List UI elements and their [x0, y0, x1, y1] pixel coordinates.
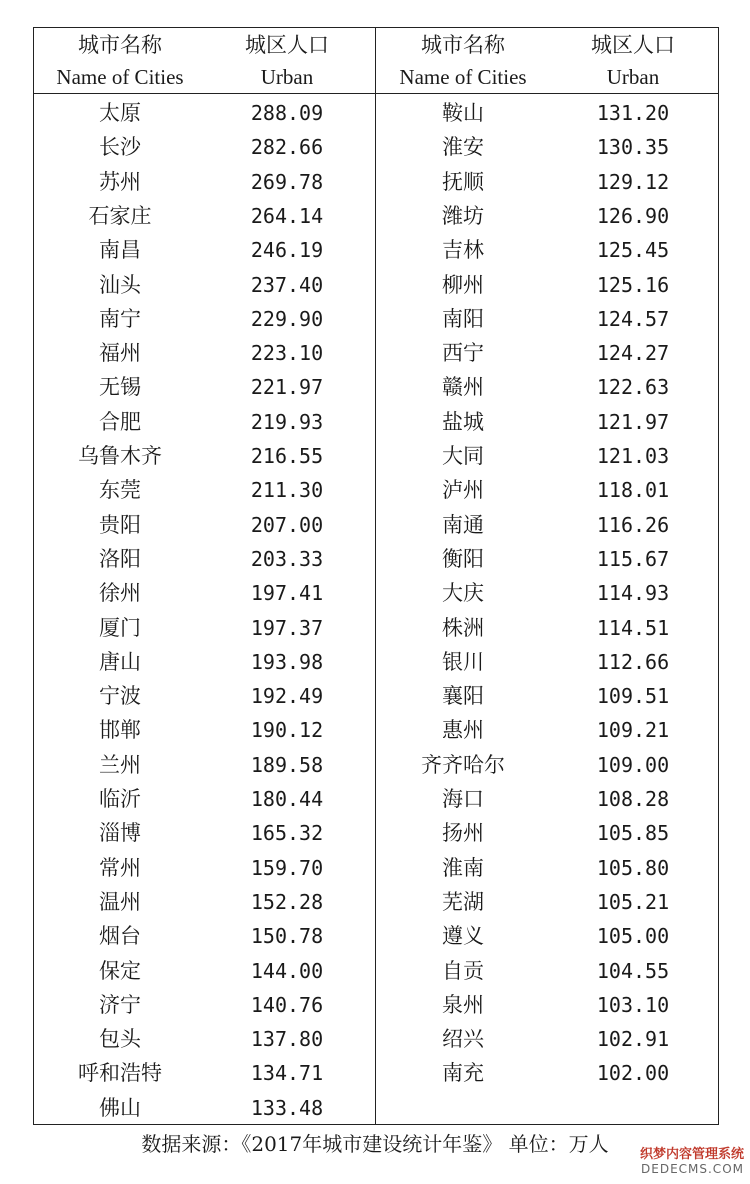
- right-city-cell: 海口: [442, 787, 484, 811]
- right-city-cell: 南通: [442, 512, 484, 537]
- right-pop-cell: 118.01: [596, 478, 670, 503]
- right-city-cell: 泸州: [442, 478, 484, 503]
- watermark-line2: DEDECMS.COM: [641, 1162, 744, 1176]
- left-city-cell: 烟台: [99, 924, 141, 949]
- right-pop-cell: 131.20: [596, 101, 670, 125]
- left-pop-cell: 237.40: [250, 272, 324, 297]
- left-city-cell: 合肥: [99, 409, 141, 434]
- left-city-cell: 临沂: [99, 787, 141, 811]
- header-divider: [33, 93, 719, 94]
- left-pop-cell: 133.48: [250, 1095, 324, 1120]
- right-pop-cell: 115.67: [596, 546, 670, 571]
- left-pop-cell: 189.58: [250, 752, 324, 777]
- left-pop-cell: 192.49: [250, 684, 324, 709]
- left-pop-cell: 159.70: [250, 855, 324, 880]
- left-city-cell: 厦门: [99, 615, 141, 640]
- right-city-cell: 芜湖: [442, 889, 484, 914]
- left-city-cell: 兰州: [99, 752, 141, 777]
- left-pop-cell: 207.00: [250, 512, 324, 537]
- left-pop-cell: 264.14: [250, 203, 324, 228]
- right-pop-cell: 104.55: [596, 958, 670, 983]
- left-pop-header-en: Urban: [260, 65, 314, 89]
- right-pop-cell: 114.51: [596, 615, 670, 640]
- right-city-cell: 银川: [442, 649, 484, 674]
- left-city-cell: 徐州: [99, 581, 141, 606]
- left-city-cell: 乌鲁木齐: [78, 444, 162, 468]
- left-city-cell: 南宁: [99, 306, 141, 331]
- right-city-cell: 柳州: [442, 272, 484, 297]
- right-pop-cell: 109.21: [596, 718, 670, 743]
- left-pop-cell: 219.93: [250, 409, 324, 434]
- left-city-cell: 宁波: [99, 684, 141, 709]
- right-pop-cell: 116.26: [596, 512, 670, 537]
- left-pop-cell: 229.90: [250, 306, 324, 331]
- left-pop-cell: 203.33: [250, 546, 324, 571]
- right-city-cell: 淮南: [442, 855, 484, 880]
- right-city-cell: 株洲: [442, 615, 484, 640]
- right-pop-cell: 125.16: [596, 272, 670, 297]
- right-city-cell: 盐城: [442, 409, 484, 434]
- right-pop-cell: 105.80: [596, 855, 670, 880]
- left-pop-cell: 150.78: [250, 924, 324, 949]
- right-pop-cell: 129.12: [596, 169, 670, 194]
- left-city-cell: 佛山: [99, 1095, 141, 1120]
- left-pop-cell: 269.78: [250, 169, 324, 194]
- right-city-cell: 大同: [442, 444, 484, 468]
- left-pop-cell: 137.80: [250, 1027, 324, 1052]
- watermark-line1: 织梦内容管理系统: [639, 1147, 744, 1162]
- left-pop-cell: 165.32: [250, 821, 324, 846]
- left-city-header-en: Name of Cities: [56, 65, 184, 89]
- left-city-cell: 包头: [99, 1027, 141, 1052]
- left-city-cell: 汕头: [99, 272, 141, 297]
- left-city-cell: 济宁: [99, 992, 141, 1017]
- left-city-cell: 保定: [99, 958, 141, 983]
- left-pop-cell: 246.19: [250, 238, 324, 263]
- right-pop-cell: 109.51: [596, 684, 670, 709]
- left-city-cell: 洛阳: [99, 546, 141, 571]
- left-pop-cell: 193.98: [250, 649, 324, 674]
- left-pop-header-cn: 城区人口: [245, 33, 329, 57]
- right-city-header-en: Name of Cities: [399, 65, 527, 89]
- left-pop-cell: 180.44: [250, 787, 324, 811]
- right-city-cell: 西宁: [442, 341, 484, 366]
- right-pop-cell: 103.10: [596, 992, 670, 1017]
- right-city-cell: 扬州: [442, 821, 484, 846]
- right-pop-cell: 102.91: [596, 1027, 670, 1052]
- left-pop-cell: 197.37: [250, 615, 324, 640]
- right-pop-cell: 105.85: [596, 821, 670, 846]
- left-city-cell: 呼和浩特: [78, 1061, 162, 1086]
- left-city-cell: 邯郸: [99, 718, 141, 743]
- left-pop-cell: 211.30: [250, 478, 324, 503]
- left-pop-cell: 197.41: [250, 581, 324, 606]
- right-city-cell: 鞍山: [442, 101, 484, 125]
- column-divider: [375, 27, 376, 1125]
- right-pop-cell: 121.97: [596, 409, 670, 434]
- right-pop-cell: 114.93: [596, 581, 670, 606]
- right-pop-header-en: Urban: [606, 65, 660, 89]
- left-city-cell: 苏州: [99, 169, 141, 194]
- right-city-header: [378, 29, 548, 93]
- left-pop-cell: 288.09: [250, 101, 324, 125]
- left-pop-cell: 221.97: [250, 375, 324, 400]
- left-city-cell: 南昌: [99, 238, 141, 263]
- watermark: [640, 1143, 744, 1176]
- right-city-cell: 齐齐哈尔: [421, 752, 505, 777]
- left-city-cell: 贵阳: [99, 512, 141, 537]
- left-city-cell: 福州: [99, 341, 141, 366]
- right-city-cell: 南阳: [442, 306, 484, 331]
- right-pop-cell: 108.28: [596, 787, 670, 811]
- right-city-cell: 绍兴: [442, 1027, 484, 1052]
- right-city-cell: 衡阳: [442, 546, 484, 571]
- left-pop-cell: 144.00: [250, 958, 324, 983]
- right-city-cell: 南充: [442, 1061, 484, 1086]
- right-pop-cell: 105.00: [596, 924, 670, 949]
- right-pop-cell: 124.57: [596, 306, 670, 331]
- right-city-cell: 赣州: [442, 375, 484, 400]
- left-pop-cell: 216.55: [250, 444, 324, 468]
- left-pop-cell: 152.28: [250, 889, 324, 914]
- left-pop-cell: 134.71: [250, 1061, 324, 1086]
- right-city-cell: 泉州: [442, 992, 484, 1017]
- left-city-cell: 淄博: [99, 821, 141, 846]
- left-city-header-cn: 城市名称: [78, 33, 162, 57]
- right-city-cell: 大庆: [442, 581, 484, 606]
- right-pop-cell: 124.27: [596, 341, 670, 366]
- right-pop-header: [550, 29, 716, 93]
- source-footnote: 数据来源：《2017年城市建设统计年鉴》 单位：万人: [141, 1132, 609, 1156]
- left-city-cell: 温州: [99, 889, 141, 914]
- left-city-cell: 东莞: [99, 478, 141, 503]
- left-city-cell: 常州: [99, 855, 141, 880]
- right-pop-header-cn: 城区人口: [591, 33, 675, 57]
- left-city-cell: 长沙: [99, 135, 141, 160]
- right-city-cell: 潍坊: [442, 203, 484, 228]
- left-city-cell: 无锡: [99, 375, 141, 400]
- left-pop-cell: 190.12: [250, 718, 324, 743]
- right-city-cell: 遵义: [442, 924, 484, 949]
- right-city-cell: 吉林: [442, 238, 484, 263]
- left-city-header: [38, 29, 202, 93]
- right-pop-cell: 125.45: [596, 238, 670, 263]
- left-city-cell: 唐山: [99, 649, 141, 674]
- left-city-cell: 石家庄: [88, 203, 152, 228]
- right-city-cell: 淮安: [442, 135, 484, 160]
- right-city-cell: 自贡: [442, 958, 484, 983]
- right-city-header-cn: 城市名称: [421, 33, 505, 57]
- left-pop-cell: 282.66: [250, 135, 324, 160]
- right-pop-cell: 109.00: [596, 752, 670, 777]
- right-pop-cell: 112.66: [596, 649, 670, 674]
- right-pop-cell: 122.63: [596, 375, 670, 400]
- right-city-cell: 惠州: [442, 718, 484, 743]
- left-pop-cell: 223.10: [250, 341, 324, 366]
- left-pop-header: [204, 29, 370, 93]
- right-pop-cell: 130.35: [596, 135, 670, 160]
- right-city-cell: 襄阳: [442, 684, 484, 709]
- left-city-cell: 太原: [99, 101, 141, 125]
- right-city-cell: 抚顺: [442, 169, 484, 194]
- right-pop-cell: 126.90: [596, 203, 670, 228]
- right-pop-cell: 105.21: [596, 889, 670, 914]
- right-pop-cell: 121.03: [596, 444, 670, 468]
- right-pop-cell: 102.00: [596, 1061, 670, 1086]
- left-pop-cell: 140.76: [250, 992, 324, 1017]
